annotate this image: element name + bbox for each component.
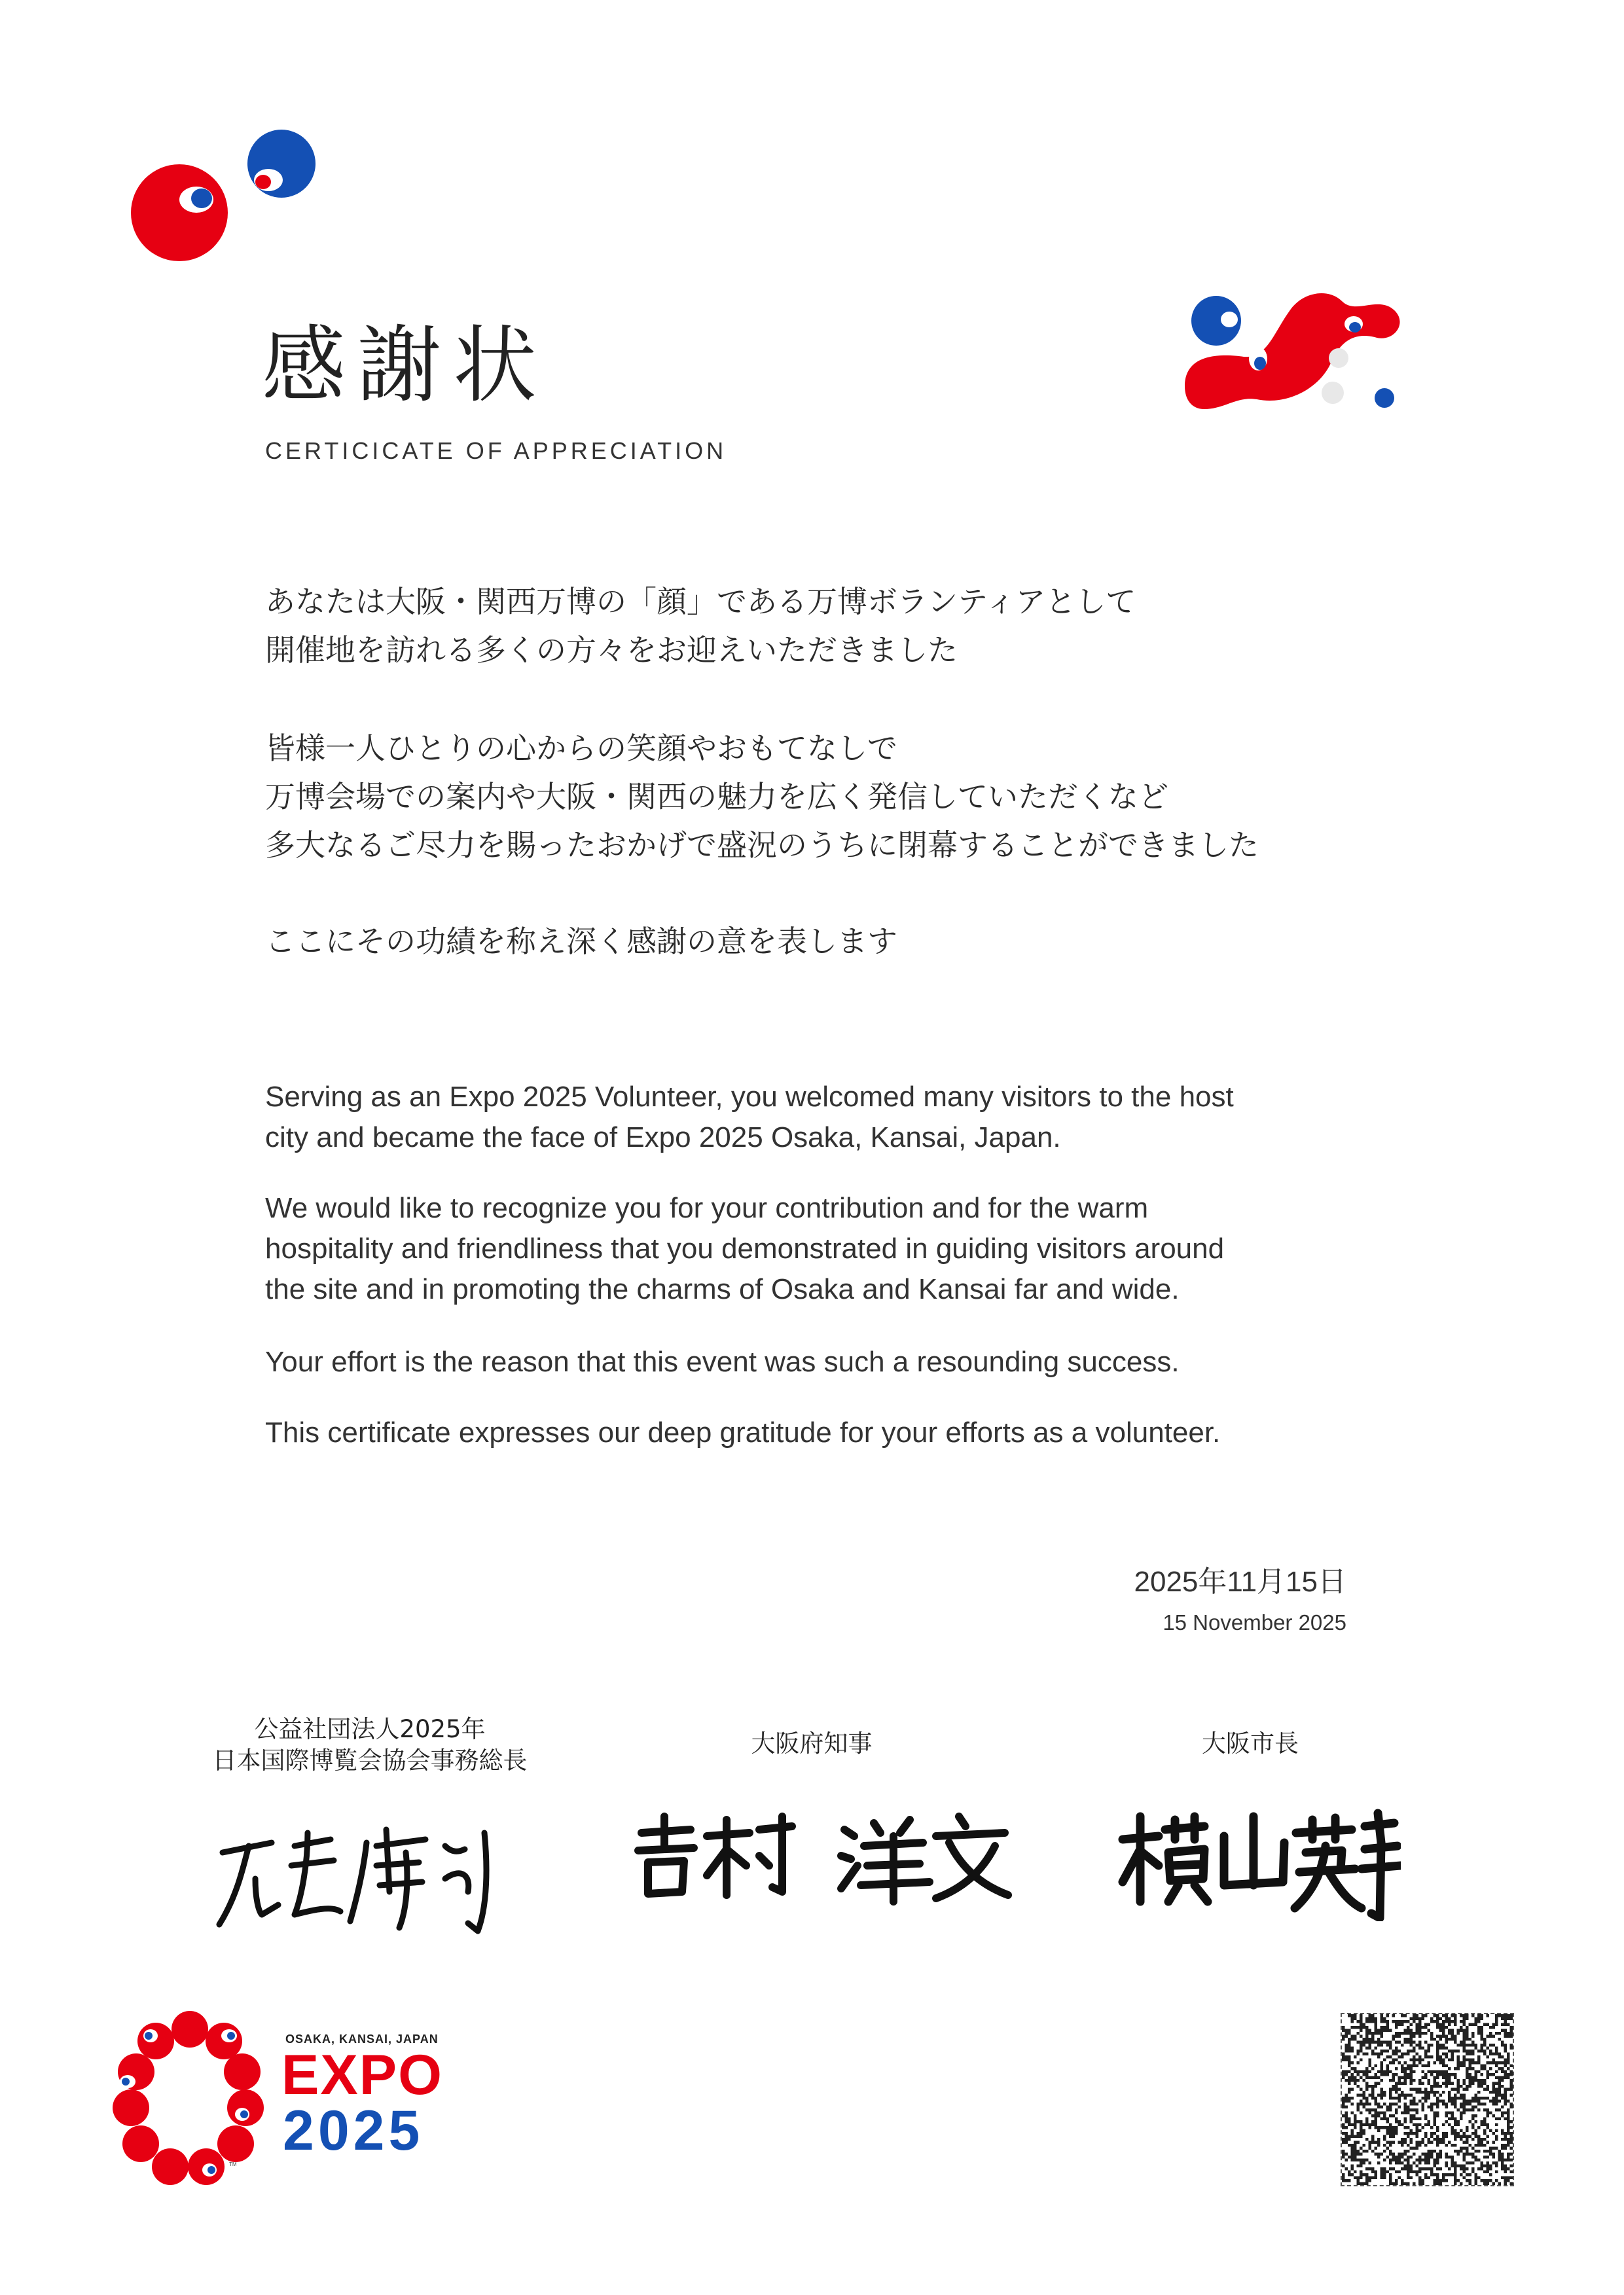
logo-year: 2025 bbox=[283, 2099, 424, 2162]
jp-line: 万博会場での案内や大阪・関西の魅力を広く発信していただくなど bbox=[265, 779, 1168, 814]
jp-paragraph-1 bbox=[265, 577, 1443, 674]
signatory-title: 公益社団法人2025年 bbox=[254, 1715, 486, 1743]
certificate-subtitle: CERTICICATE OF APPRECIATION bbox=[265, 437, 727, 464]
en-paragraph-1 bbox=[265, 1077, 1391, 1158]
en-line: the site and in promoting the charms of Osaka and Kansai far and wide. bbox=[265, 1273, 1180, 1305]
en-paragraph-2 bbox=[265, 1188, 1391, 1310]
jp-paragraph-2 bbox=[265, 724, 1443, 869]
qr-pattern bbox=[1342, 2014, 1513, 2185]
jp-line: 皆様一人ひとりの心からの笑顔やおもてなしで bbox=[265, 731, 897, 766]
en-line: hospitality and friendliness that you demonstrated in guiding visitors around bbox=[265, 1233, 1225, 1265]
issue-date-en: 15 November 2025 bbox=[1163, 1610, 1346, 1635]
signatory-osaka-mayor bbox=[1113, 1728, 1388, 1760]
certificate-title: 感謝状 bbox=[262, 317, 549, 414]
signatory-secretary-general bbox=[190, 1714, 550, 1777]
mascot-bubbles-top-right-icon bbox=[1159, 281, 1407, 419]
mascot-bubbles-top-left-icon bbox=[118, 124, 334, 281]
jp-line: 多大なるご尽力を賜ったおかげで盛況のうちに閉幕することができました bbox=[265, 827, 1259, 863]
signature-osaka-mayor bbox=[1113, 1803, 1401, 1921]
jp-paragraph-3 bbox=[265, 917, 1443, 966]
jp-line: 開催地を訪れる多くの方々をお迎えいただきました bbox=[265, 632, 958, 668]
logo-expo-word: EXPO bbox=[281, 2044, 443, 2106]
en-line: city and became the face of Expo 2025 Osaka, Kansai, Japan. bbox=[265, 1121, 1061, 1153]
en-line: We would like to recognize you for your contribution and for the warm bbox=[265, 1192, 1149, 1224]
signature-secretary-general bbox=[209, 1807, 524, 1938]
issue-date-jp: 2025年11月15日 bbox=[1134, 1566, 1346, 1598]
jp-line: あなたは大阪・関西万博の「顔」である万博ボランティアとして bbox=[265, 584, 1136, 619]
signatory-osaka-governor bbox=[655, 1728, 969, 1760]
en-line: Serving as an Expo 2025 Volunteer, you welcomed many visitors to the host bbox=[265, 1081, 1234, 1113]
signatory-title: 日本国際博覧会協会事務総長 bbox=[212, 1746, 528, 1775]
logo-tagline: OSAKA, KANSAI, JAPAN bbox=[285, 2033, 439, 2046]
signature-osaka-governor bbox=[628, 1810, 1015, 1908]
en-paragraph-3: Your effort is the reason that this event was such a resounding success. bbox=[265, 1346, 1180, 1378]
logo-trademark: TM bbox=[229, 2161, 237, 2167]
signatory-title: 大阪市長 bbox=[1202, 1729, 1299, 1758]
expo-ring-logo-icon bbox=[111, 2010, 268, 2186]
qr-code-icon bbox=[1341, 2013, 1514, 2186]
en-paragraph-4: This certificate expresses our deep gratitude for your efforts as a volunteer. bbox=[265, 1417, 1221, 1449]
signatory-title: 大阪府知事 bbox=[751, 1729, 873, 1758]
jp-line: ここにその功績を称え深く感謝の意を表します bbox=[265, 924, 897, 959]
